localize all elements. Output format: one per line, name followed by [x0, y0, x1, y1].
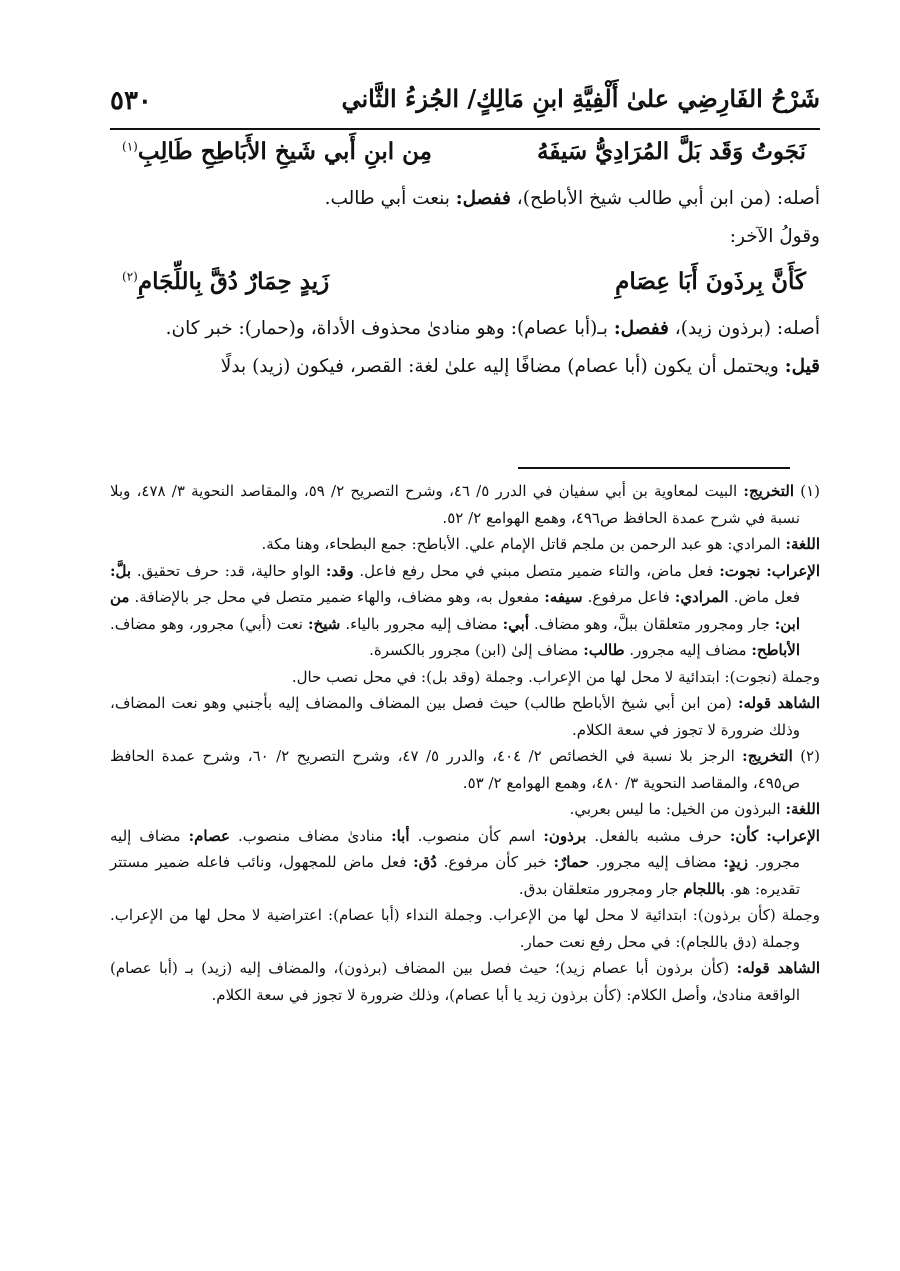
verse-1-second-hemistich-text: مِن ابنِ أَبي شَيخِ الأَبَاطِحِ طَالِبِ — [137, 138, 432, 165]
verse-2 — [110, 264, 820, 310]
footnote-2-jumla: وجملة (كأن برذون): ابتدائية لا محل لها من الإعراب. وجملة النداء (أبا عصام): اعتراضية لا محل لها من الإعراب. وجملة (دق باللجام): في محل رفع نعت حمار. — [110, 906, 820, 951]
footnote-2-irab: الإعراب: كأن: حرف مشبه بالفعل. برذون: اسم كأن منصوب. أبا: منادىٰ مضاف منصوب. عصام: مضاف إليه مجرور. زيدٍ: مضاف إليه مجرور. حمارٌ: خبر كأن مرفوع. دُق: فعل ماض للمجهول، ونائب فاعله ضمير مستتر تقديره: هو. باللجام جار ومجرور متعلقان بدق. — [110, 826, 820, 898]
footnote-divider — [518, 467, 790, 469]
verse-2-second-hemistich-text: زَيدٍ حِمَارٌ دُقَّ بِاللِّجَامِ — [137, 268, 330, 295]
paragraph-qawl-akhar: وقولُ الآخر: — [729, 226, 820, 247]
page-number: ٥٣٠ — [110, 86, 152, 116]
footnote-ref-2[interactable]: (٢) — [122, 269, 138, 284]
footnote-1-takhrij: (١) التخريج: البيت لمعاوية بن أبي سفيان في الدرر ٥/ ٤٦، وشرح التصريح ٢/ ٥٩، والمقاصد النحوية ٣/ ٤٧٨، وبلا نسبة في شرح عمدة الحافظ ص٤٩٦، وهمع الهوامع ٢/ ٥٢. — [110, 482, 821, 527]
verse-2-first-hemistich: كَأَنَّ بِرذَونَ أَبَا عِصَامِ — [615, 268, 806, 295]
header-divider — [110, 128, 820, 130]
verse-1-second-hemistich — [122, 138, 432, 165]
verse-1-first-hemistich: نَجَوتُ وَقَد بَلَّ المُرَادِيُّ سَيفَهُ — [536, 138, 806, 165]
footnote-2-takhrij: (٢) التخريج: الرجز بلا نسبة في الخصائص ٢/ ٤٠٤، والدرر ٥/ ٤٧، وشرح التصريح ٢/ ٦٠، وشرح عمدة الحافظ ص٤٩٥، والمقاصد النحوية ٣/ ٤٨٠، وهمع الهوامع ٢/ ٥٣. — [110, 747, 820, 792]
verse-1 — [110, 134, 820, 180]
footnotes — [110, 478, 820, 1008]
paragraph-asluhu-2: أصله: (برذون زيد)، ففصل: بـ(أبا عصام): وهو منادىٰ محذوف الأداة، و(حمار): خبر كان. — [165, 318, 820, 339]
main-text — [110, 134, 820, 452]
page-header — [110, 72, 820, 128]
footnote-1-shahid: الشاهد قوله: (من ابن أبي شيخ الأباطح طالب) حيث فصل بين المضاف والمضاف إليه بأجنبي وهو نعت المضاف، وذلك ضرورة لا تجوز في سعة الكلام. — [110, 694, 821, 739]
footnote-1-irab: الإعراب: نجوت: فعل ماض، والتاء ضمير متصل مبني في محل رفع فاعل. وقد: الواو حالية، قد: حرف تحقيق. بلَّ: فعل ماض. المرادي: فاعل مرفوع. سيفه: مفعول به، وهو مضاف، والهاء ضمير متصل في محل جر بالإضافة. من ابن: جار ومجرور متعلقان ببلَّ، وهو مضاف. أبي: مضاف إليه مجرور بالياء. شيخ: نعت (أبي) مجرور، وهو مضاف. الأباطح: مضاف إليه مجرور. طالب: مضاف إلىٰ (ابن) مجرور بالكسرة. — [110, 561, 820, 659]
footnote-1-jumla: وجملة (نجوت): ابتدائية لا محل لها من الإعراب. وجملة (وقد بل): في محل نصب حال. — [291, 667, 820, 686]
running-title: شَرْحُ الفَارِضِي علىٰ أَلْفِيَّةِ ابنِ مَالِكٍ/ الجُزءُ الثَّاني — [341, 84, 820, 113]
footnote-1-lugha: اللغة: المرادي: هو عبد الرحمن بن ملجم قاتل الإمام علي. الأباطح: جمع البطحاء، وهنا مكة. — [261, 535, 820, 553]
footnote-2-shahid: الشاهد قوله: (كأن برذون أبا عصام زيد)؛ حيث فصل بين المضاف (برذون)، والمضاف إليه (زيد) بـ (أبا عصام) الواقعة منادىٰ، وأصل الكلام: (كأن برذون زيد يا أبا عصام)، وذلك ضرورة لا تجوز في سعة الكلام. — [110, 959, 820, 1004]
verse-2-second-hemistich — [122, 268, 329, 295]
footnote-ref-1[interactable]: (١) — [122, 139, 138, 154]
paragraph-asluhu-1: أصله: (من ابن أبي طالب شيخ الأباطح)، ففصل: بنعت أبي طالب. — [324, 188, 820, 209]
paragraph-qila: قيل: ويحتمل أن يكون (أبا عصام) مضافًا إليه علىٰ لغة: القصر، فيكون (زيد) بدلًا — [220, 356, 820, 377]
footnote-2-lugha: اللغة: البرذون من الخيل: ما ليس بعربي. — [569, 800, 820, 818]
